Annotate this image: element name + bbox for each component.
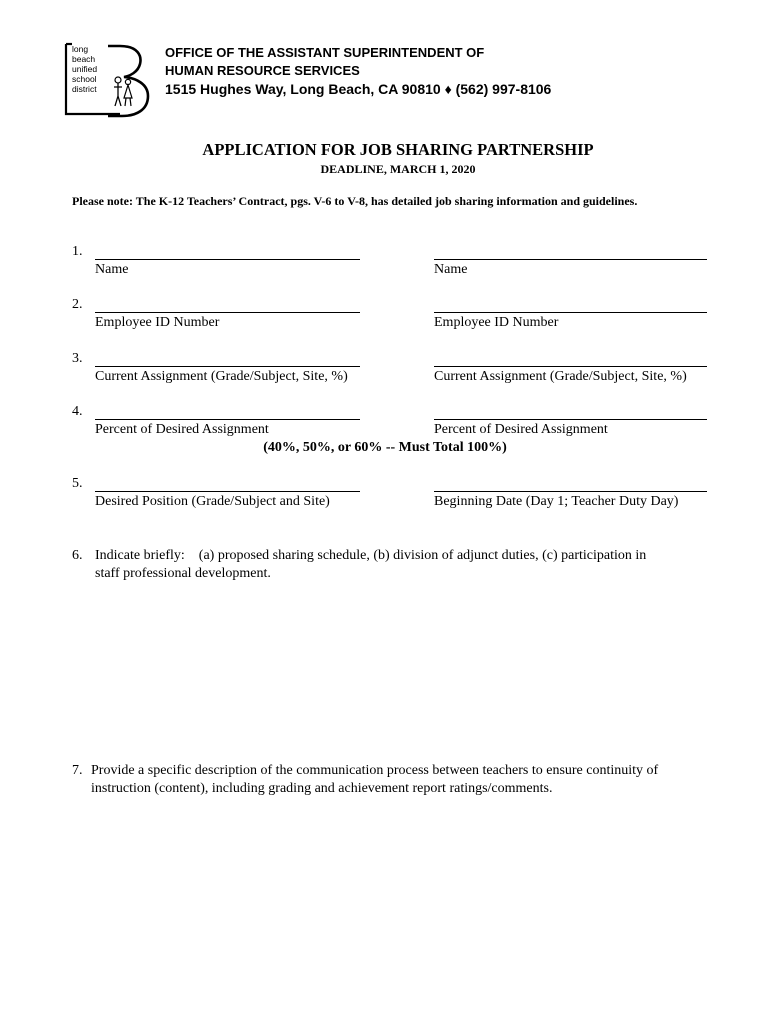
- header-address: 1515 Hughes Way, Long Beach, CA 90810 ♦ (562) 997-8106: [165, 81, 552, 97]
- percent-hint: (40%, 50%, or 60% -- Must Total 100%): [263, 440, 507, 455]
- employee-id-line-1[interactable]: [95, 312, 360, 313]
- name-line-2[interactable]: [434, 259, 707, 260]
- field-number: 1.: [72, 244, 83, 259]
- logo-line: unified: [72, 64, 98, 74]
- assignment-line-2[interactable]: [434, 366, 707, 367]
- form-deadline: DEADLINE, MARCH 1, 2020: [320, 162, 476, 176]
- header-line-1: OFFICE OF THE ASSISTANT SUPERINTENDENT OF: [165, 45, 485, 60]
- field-label: Employee ID Number: [95, 315, 220, 330]
- question-7-answer-area[interactable]: [91, 805, 705, 1005]
- district-logo: [62, 40, 154, 120]
- header-line-2: HUMAN RESOURCE SERVICES: [165, 63, 360, 78]
- employee-id-line-2[interactable]: [434, 312, 707, 313]
- percent-line-1[interactable]: [95, 419, 360, 420]
- question-7-text-cont: instruction (content), including grading and achievement report ratings/comments.: [91, 781, 553, 796]
- field-label: Percent of Desired Assignment: [95, 422, 269, 437]
- field-number: 2.: [72, 297, 83, 312]
- question-7-number: 7.: [72, 763, 83, 778]
- field-number: 5.: [72, 476, 83, 491]
- field-label: Desired Position (Grade/Subject and Site): [95, 494, 330, 509]
- logo-line: long: [72, 44, 89, 54]
- logo-line: school: [72, 74, 97, 84]
- field-label: Name: [95, 262, 129, 277]
- name-line-1[interactable]: [95, 259, 360, 260]
- field-number: 4.: [72, 404, 83, 419]
- office-header: [165, 44, 551, 98]
- question-6-text-cont: staff professional development.: [95, 566, 271, 581]
- assignment-line-1[interactable]: [95, 366, 360, 367]
- field-number: 3.: [72, 351, 83, 366]
- field-label: Current Assignment (Grade/Subject, Site, %): [95, 369, 348, 384]
- question-6-number: 6.: [72, 548, 83, 563]
- percent-line-2[interactable]: [434, 419, 707, 420]
- logo-line: district: [72, 84, 97, 94]
- question-6-answer-area[interactable]: [95, 590, 705, 750]
- logo-text: [72, 44, 97, 94]
- form-note: Please note: The K-12 Teachers’ Contract, pgs. V-6 to V-8, has detailed job sharing information and guidelines.: [72, 194, 638, 208]
- beginning-date-line[interactable]: [434, 491, 707, 492]
- field-label: Percent of Desired Assignment: [434, 422, 608, 437]
- field-label: Employee ID Number: [434, 315, 559, 330]
- question-6-text: Indicate briefly: (a) proposed sharing schedule, (b) division of adjunct duties, (c) participation in: [95, 548, 647, 563]
- logo-line: beach: [72, 54, 96, 64]
- desired-position-line[interactable]: [95, 491, 360, 492]
- field-label: Beginning Date (Day 1; Teacher Duty Day): [434, 494, 679, 509]
- question-7-text: Provide a specific description of the communication process between teachers to ensure continuity of: [91, 763, 659, 778]
- field-label: Name: [434, 262, 468, 277]
- form-title: APPLICATION FOR JOB SHARING PARTNERSHIP: [202, 140, 594, 159]
- field-label: Current Assignment (Grade/Subject, Site, %): [434, 369, 687, 384]
